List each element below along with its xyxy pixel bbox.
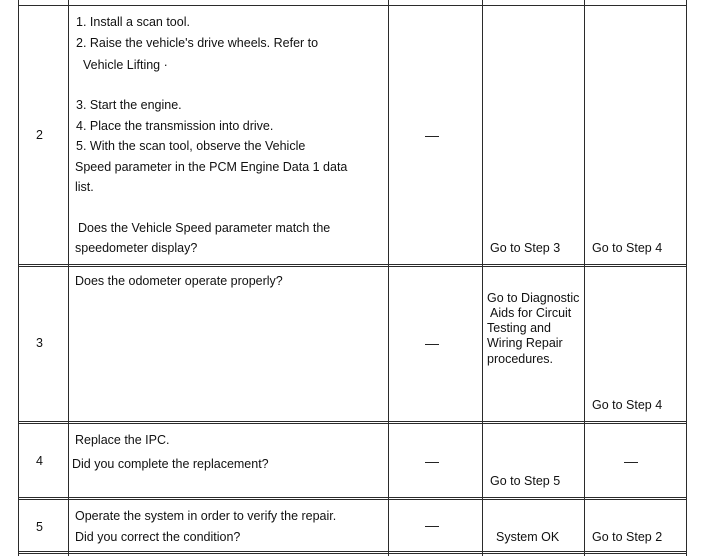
step-number: 3 (36, 336, 43, 350)
action-line: Replace the IPC. (75, 433, 170, 447)
value-cell: — (425, 335, 439, 351)
yes-line: Wiring Repair (487, 336, 563, 350)
value-cell: — (425, 517, 439, 533)
value-cell: — (425, 127, 439, 143)
action-line: Vehicle Lifting · (83, 58, 168, 72)
step-number: 5 (36, 520, 43, 534)
action-line: 5. With the scan tool, observe the Vehicle (76, 139, 306, 153)
yes-cell: Go to Step 5 (490, 474, 561, 488)
yes-line: Testing and (487, 321, 551, 335)
action-line: speedometer display? (75, 241, 198, 255)
yes-line: Go to Diagnostic (487, 291, 580, 305)
action-line: 4. Place the transmission into drive. (76, 119, 274, 133)
no-cell: Go to Step 2 (592, 530, 663, 544)
action-line: list. (75, 180, 94, 194)
step-number: 2 (36, 128, 43, 142)
action-line: Did you correct the condition? (75, 530, 241, 544)
step-number: 4 (36, 454, 43, 468)
yes-line: Aids for Circuit (490, 306, 572, 320)
action-line: Does the Vehicle Speed parameter match the (78, 221, 331, 235)
action-line: Operate the system in order to verify the repair. (75, 509, 337, 523)
no-cell: Go to Step 4 (592, 398, 663, 412)
value-cell: — (425, 453, 439, 469)
no-cell: — (624, 453, 638, 469)
action-line: Speed parameter in the PCM Engine Data 1 data (75, 160, 348, 174)
yes-cell: System OK (496, 530, 560, 544)
no-cell: Go to Step 4 (592, 241, 663, 255)
yes-cell: Go to Step 3 (490, 241, 561, 255)
action-line: Does the odometer operate properly? (75, 274, 283, 288)
action-line: 1. Install a scan tool. (76, 15, 190, 29)
yes-line: procedures. (487, 352, 554, 366)
action-line: 3. Start the engine. (76, 98, 182, 112)
action-line: Did you complete the replacement? (72, 457, 269, 471)
action-line: 2. Raise the vehicle's drive wheels. Refer to (76, 36, 319, 50)
